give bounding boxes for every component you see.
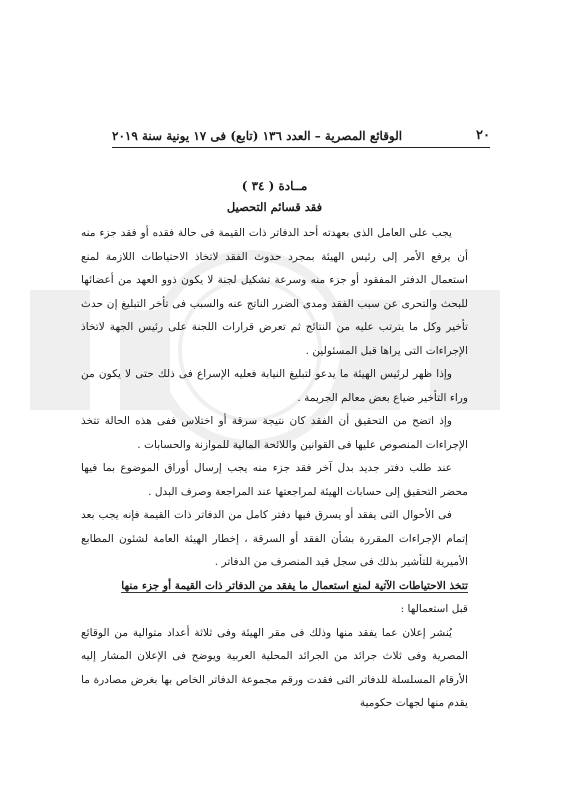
paragraph-last: يُنشر إعلان عما يفقد منها وذلك فى مقر الهيئة وفى ثلاثة أعداد متوالية من الوقائع المصرية وفى ثلاث جرائد من الجرائد المحلية العربية ويوضح فى الإعلان المشار إليه الأرقام المسلسلة للدفاتر التى فقدت ورقم مجموعة الدفاتر الخاص بها بغرض مصادرة ما يقدم منها لجهات حكومية [81, 626, 468, 709]
paragraph: عند طلب دفتر جديد بدل آخر فقد جزء منه يجب إرسال أوراق الموضوع بما فيها محضر التحقيق إلى حسابات الهيئة لمراجعتها عند المراجعة وصرف البدل . [81, 462, 468, 498]
page-number: ٢٠ [476, 128, 490, 143]
paragraph: فى الأحوال التى يفقد أو يسرق فيها دفتر كامل من الدفاتر ذات القيمة فإنه يجب بعد إتمام الإجراءات المقررة بشأن الفقد أو السرقة ، إخطار الهيئة العامة لشئون المطابع الأميرية للتأشير بذلك فى سجل قيد المنصرف من الدفاتر . [81, 509, 468, 568]
paragraph: وإذ اتضح من التحقيق أن الفقد كان نتيجة سرقة أو اختلاس ففى هذه الحالة تتخذ الإجراءات المنصوص عليها فى القوانين واللائحة المالية للموازنة والحسابات . [81, 415, 468, 451]
subheading: تتخذ الاحتياطات الآتية لمنع استعمال ما يفقد من الدفاتر ذات القيمة أو جزء منها [121, 579, 468, 592]
subheading-tail: قبل استعمالها : [400, 603, 468, 615]
paragraph: وإذا ظهر لرئيس الهيئة ما يدعو لتبليغ النيابة فعليه الإسراع فى ذلك حتى لا يكون من وراء التأخير ضياع بعض معالم الجريمة . [81, 368, 468, 404]
subheading-block [81, 575, 468, 599]
article-title: مــادة ( ٣٤ ) [241, 179, 308, 193]
article-body [81, 176, 468, 716]
article-subtitle: فقد قسائم التحصيل [226, 200, 323, 214]
page-header [112, 128, 490, 148]
paragraph: يجب على العامل الذى بعهدته أحد الدفاتر ذات القيمة فى حالة فقده أو فقد جزء منه أن يرفع الأمر إلى رئيس الهيئة بمجرد حدوث الفقد لاتخاذ الاحتياطات اللازمة لمنع استعمال الدفتر المفقود أو جزء منه وسرعة تشكيل لجنة لا يكون ذوو العهد من أعضائها للبحث والتحرى عن سبب الفقد ومدى الضرر الناتج عنه والسبب فى تأخر التبليغ إن حدث تأخير وكل ما يترتب عليه من النتائج ثم تعرض قرارات اللجنة على رئيس الجهة لاتخاذ الإجراءات التى يراها قبل المسئولين . [81, 227, 468, 357]
running-title: الوقائع المصرية – العدد ١٣٦ (تابع) فى ١٧ يونية سنة ٢٠١٩ [112, 129, 403, 143]
